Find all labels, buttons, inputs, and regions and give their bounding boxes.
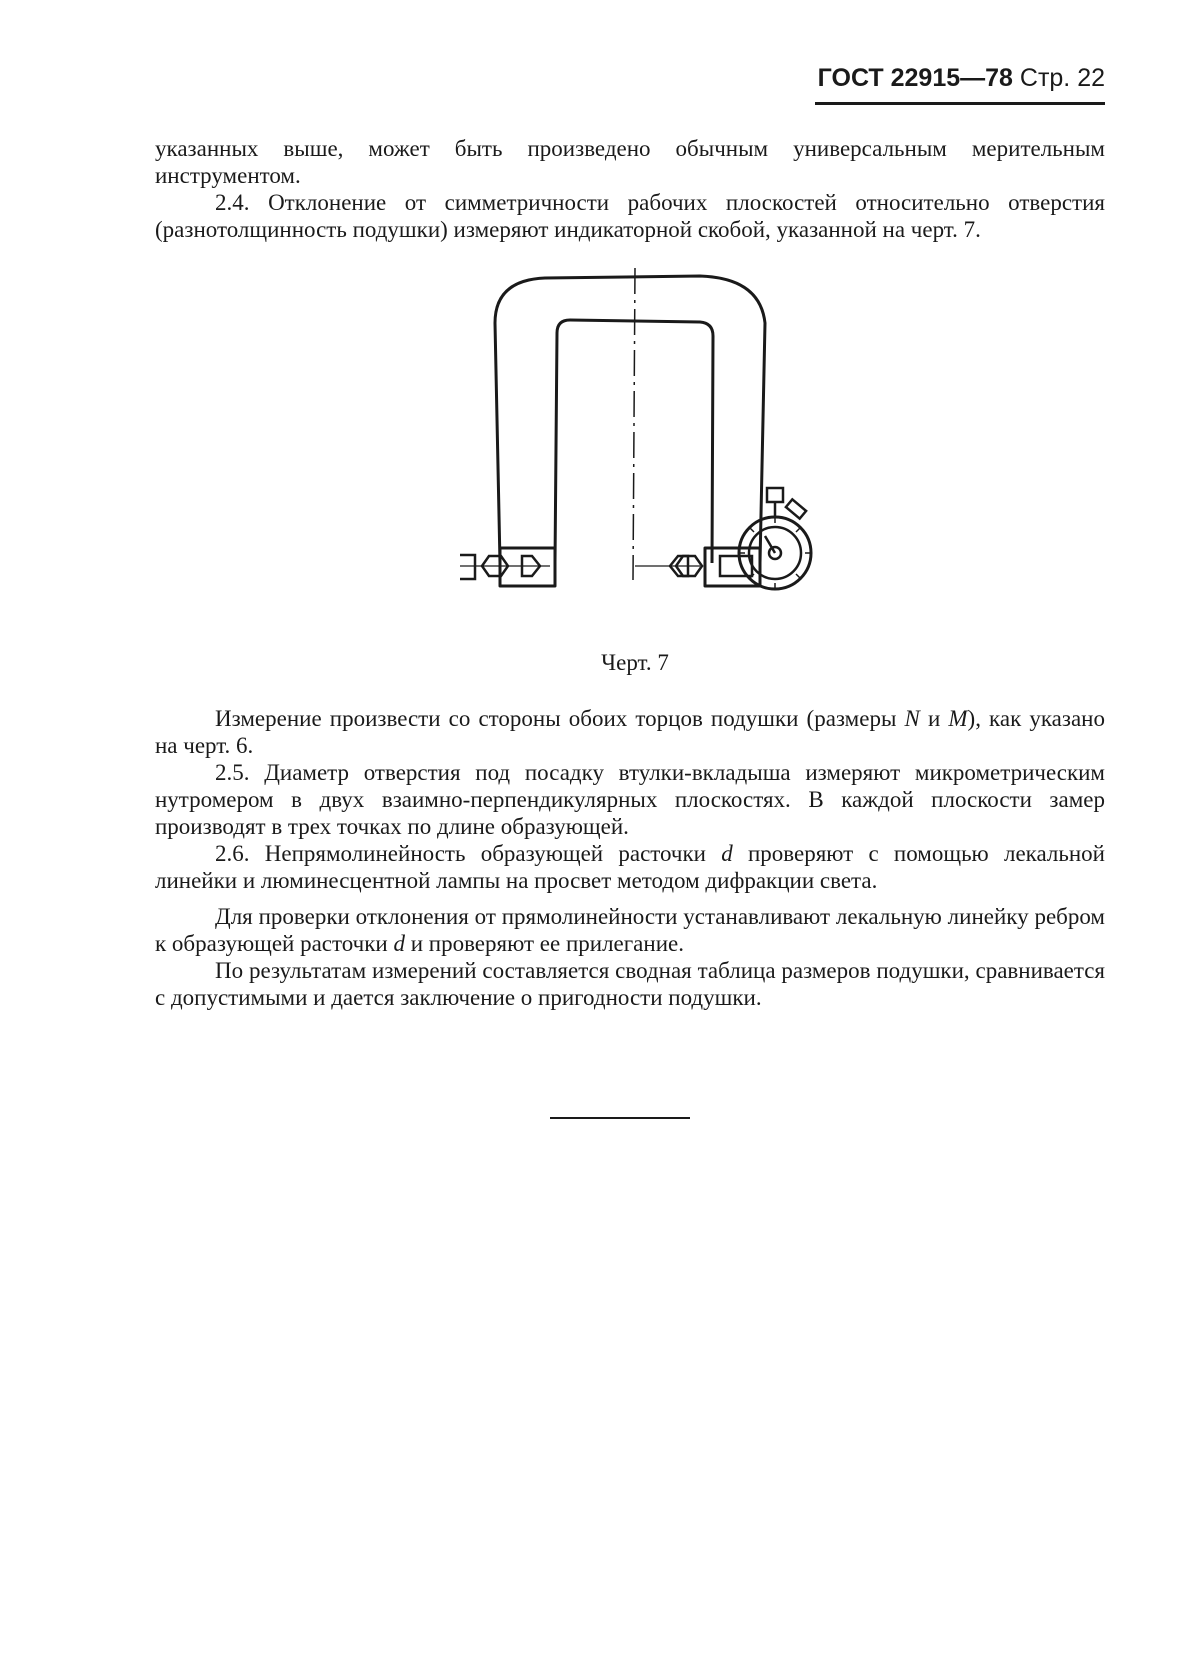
paragraph-2-5: 2.5. Диаметр отверстия под посадку втулки-вкладыша измеряют микрометрическим нутромером в двух взаимно-перпендикулярных плоскостях. В каждой плоскости замер производят в трех точках по длине образующей. bbox=[155, 760, 1105, 839]
left-screw-head bbox=[460, 555, 475, 579]
bracket-outer-outline bbox=[495, 276, 765, 563]
paragraph-2-4: 2.4. Отклонение от симметричности рабочих плоскостей относительно отверстия (разнотолщинность подушки) измеряют индикаторной скобой, указанной на черт. 7. bbox=[155, 190, 1105, 242]
page-number: Стр. 22 bbox=[1019, 64, 1105, 92]
indicator-stem bbox=[720, 556, 752, 576]
standard-number: ГОСТ 22915—78 bbox=[817, 64, 1013, 92]
page-header bbox=[815, 64, 1105, 93]
paragraph-results: По результатам измерений составляется сводная таблица размеров подушки, сравнивается с допустимыми и дается заключение о пригодности подушки. bbox=[155, 958, 1105, 1010]
paragraph-straightness: Для проверки отклонения от прямолинейности устанавливают лекальную линейку ребром к образующей расточки d и проверяют ее прилегание. bbox=[155, 904, 1105, 956]
paragraph-2-6: 2.6. Непрямолинейность образующей расточки d проверяют с помощью лекальной линейки и люминесцентной лампы на просвет методом дифракции света. bbox=[155, 841, 1105, 893]
dial-lever bbox=[786, 499, 806, 518]
figure-caption: Черт. 7 bbox=[601, 650, 669, 675]
indicator-bracket-drawing bbox=[460, 268, 890, 648]
paragraph-measurement: Измерение произвести со стороны обоих торцов подушки (размеры N и M), как указано на черт. 6. bbox=[155, 706, 1105, 758]
end-rule bbox=[550, 1117, 690, 1119]
header-rule bbox=[815, 102, 1105, 105]
paragraph-continuation: указанных выше, может быть произведено обычным универсальным мерительным инструментом. bbox=[155, 136, 1105, 188]
symmetry-axis bbox=[633, 268, 635, 580]
dial-knob bbox=[767, 488, 783, 502]
